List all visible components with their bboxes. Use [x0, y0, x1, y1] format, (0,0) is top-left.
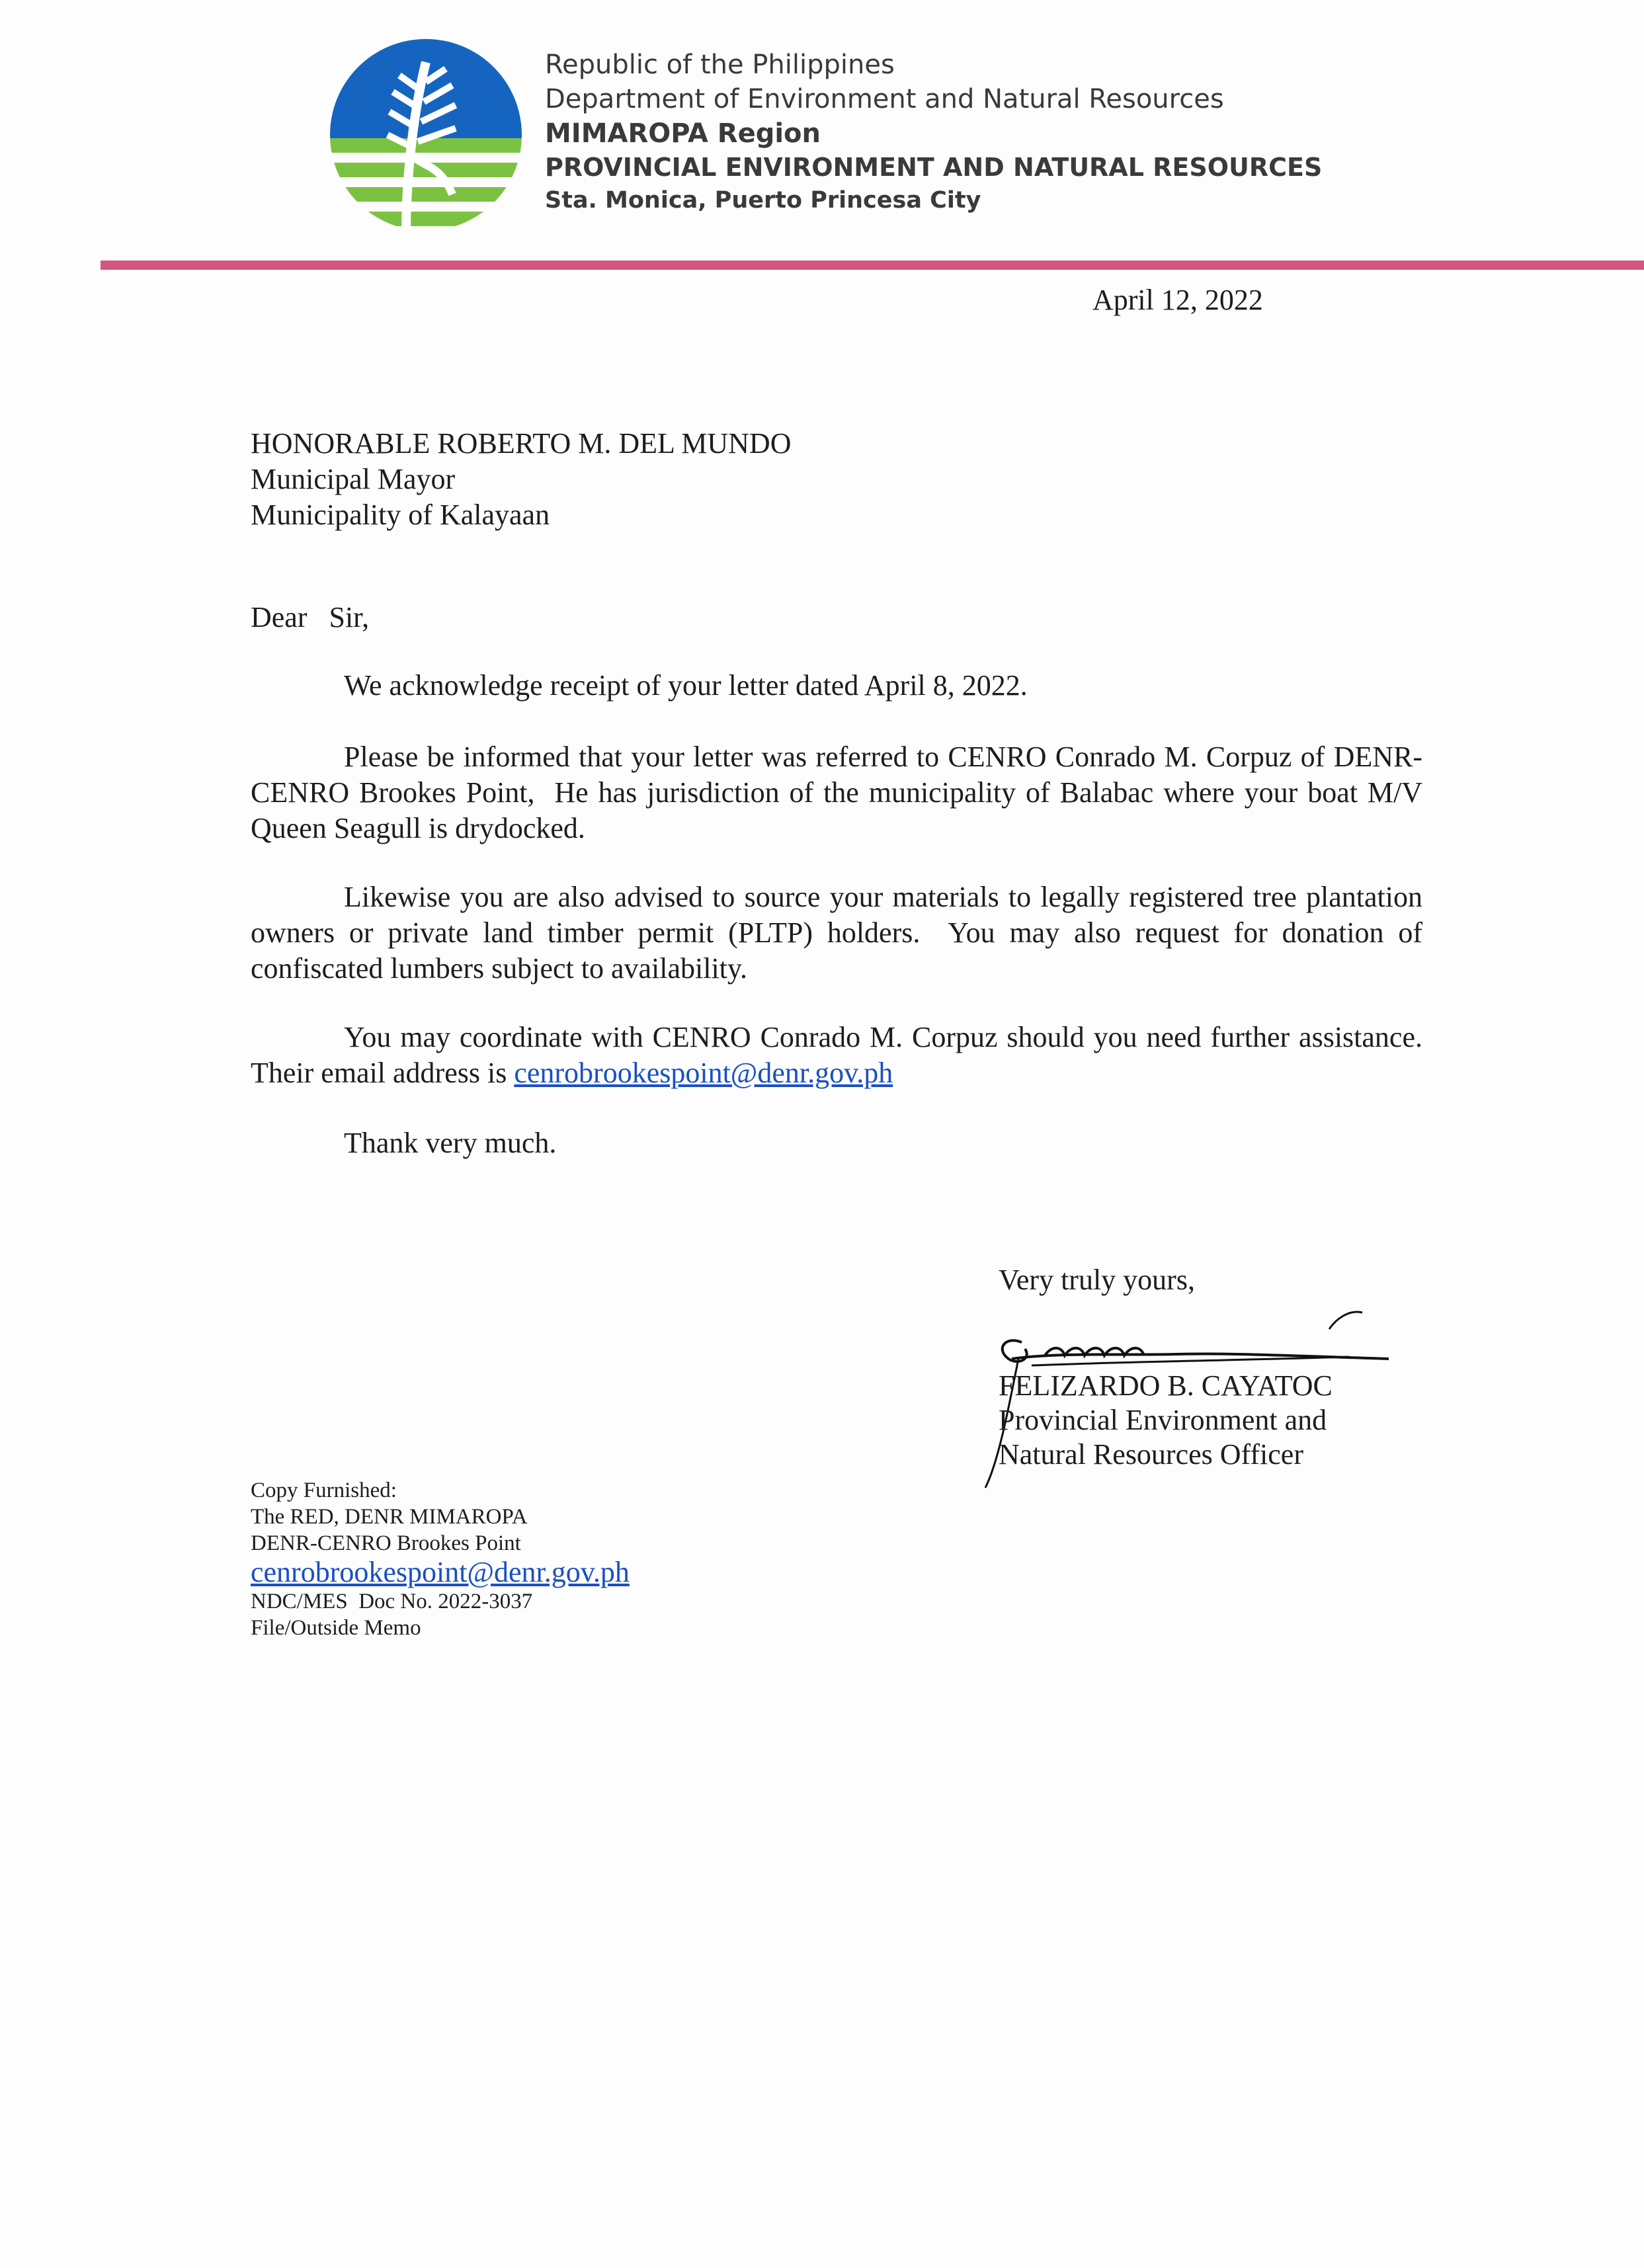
letterhead-line-3: MIMAROPA Region: [545, 118, 821, 149]
copy-furnished-block: [251, 1477, 630, 1641]
cc-line-1: The RED, DENR MIMAROPA: [251, 1505, 528, 1529]
cc-file: File/Outside Memo: [251, 1616, 421, 1640]
addressee-office: Municipality of Kalayaan: [251, 499, 550, 531]
body-paragraph-3-text: Likewise you are also advised to source your materials to legally registered tree plantation owners or private land timber permit (PLTP) holders. You may also request for donation of confiscated lumbers subject to availability.: [251, 881, 1430, 985]
signer-block: [999, 1369, 1333, 1472]
body-paragraph-4: [251, 1020, 1437, 1091]
cc-email-link[interactable]: cenrobrookespoint@denr.gov.ph: [251, 1556, 630, 1588]
letterhead-line-4: PROVINCIAL ENVIRONMENT AND NATURAL RESOURCES: [545, 153, 1323, 182]
letter-date: April 12, 2022: [1092, 284, 1263, 316]
body-paragraph-1-text: We acknowledge receipt of your letter dated April 8, 2022.: [344, 669, 1028, 702]
signer-title-1: Provincial Environment and: [999, 1404, 1327, 1436]
cc-line-2: DENR-CENRO Brookes Point: [251, 1531, 521, 1555]
body-paragraph-1: [251, 668, 1422, 704]
letterhead-line-1: Republic of the Philippines: [545, 50, 895, 80]
body-paragraph-3: [251, 879, 1430, 987]
letterhead-line-5: Sta. Monica, Puerto Princesa City: [545, 187, 981, 214]
header-divider: [101, 261, 1644, 270]
salutation: Dear Sir,: [251, 601, 370, 633]
email-link[interactable]: cenrobrookespoint@denr.gov.ph: [514, 1057, 893, 1089]
signer-name: FELIZARDO B. CAYATOC: [999, 1369, 1333, 1402]
addressee-position: Municipal Mayor: [251, 463, 456, 495]
addressee-block: [251, 426, 791, 533]
closing: Very truly yours,: [999, 1264, 1195, 1296]
denr-logo-icon: [327, 36, 525, 234]
letterhead-line-2: Department of Environment and Natural Resources: [545, 84, 1224, 114]
addressee-name: HONORABLE ROBERTO M. DEL MUNDO: [251, 427, 792, 460]
letterhead: [545, 48, 1322, 217]
cc-doc-no: NDC/MES Doc No. 2022-3037: [251, 1590, 533, 1613]
body-paragraph-4-text: You may coordinate with CENRO Conrado M. Corpuz should you need further assistance. Their email address is: [251, 1021, 1437, 1089]
body-paragraph-2-text: Please be informed that your letter was referred to CENRO Conrado M. Corpuz of DENR-CENRO Brookes Point, He has jurisdiction of the municipality of Balabac where your boat M/V Queen Seagull is drydocked.: [251, 741, 1430, 844]
body-paragraph-2: [251, 739, 1430, 846]
body-paragraph-5-text: Thank very much.: [344, 1127, 557, 1159]
cc-label: Copy Furnished:: [251, 1478, 397, 1502]
body-paragraph-5: [251, 1125, 1422, 1161]
signer-title-2: Natural Resources Officer: [999, 1438, 1303, 1471]
